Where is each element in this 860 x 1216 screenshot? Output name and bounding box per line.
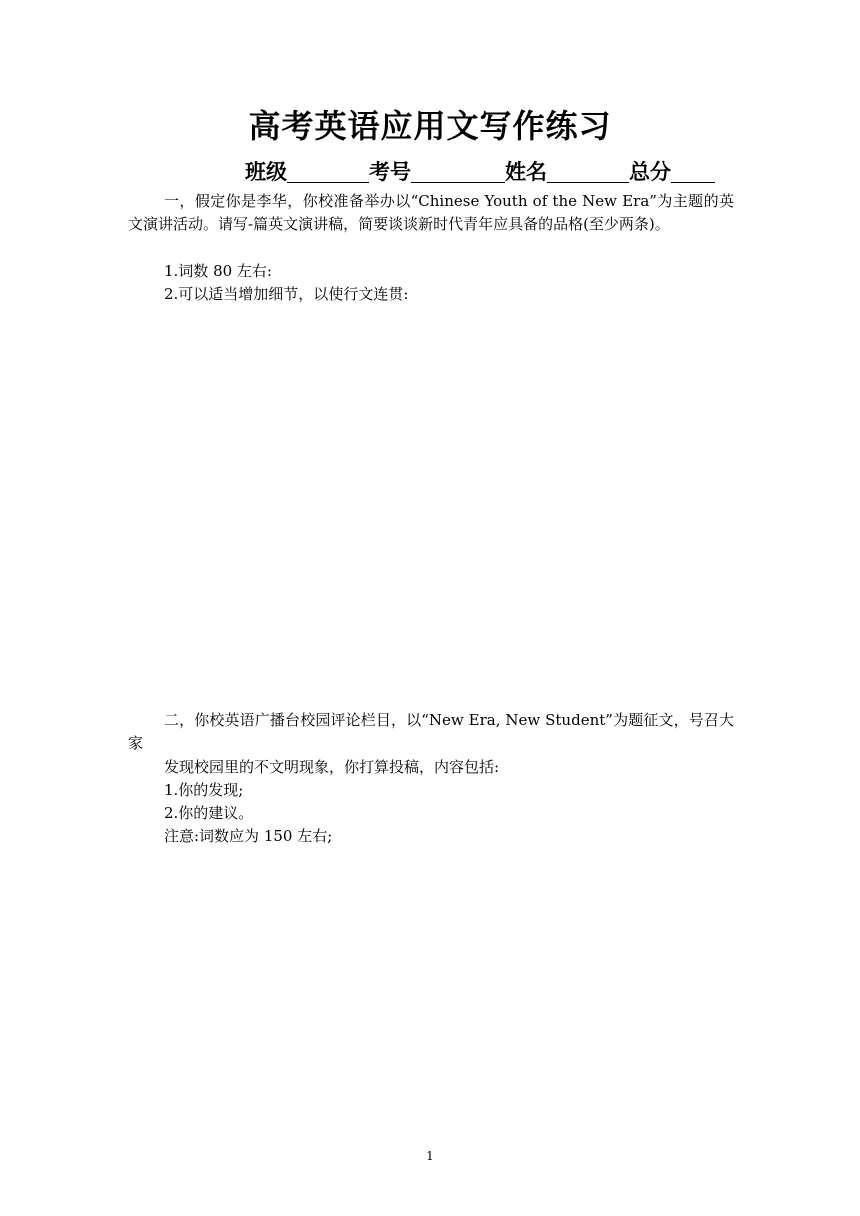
name-label: 姓名 — [505, 160, 547, 184]
score-blank — [671, 160, 715, 183]
student-info-line — [245, 157, 715, 187]
name-blank — [547, 160, 629, 183]
task2-note: 注意:词数应为 150 左右; — [164, 827, 333, 845]
score-label: 总分 — [629, 160, 671, 184]
class-label: 班级 — [245, 160, 287, 184]
task1-requirement-1: 1.词数 80 左右: — [164, 262, 272, 280]
task2-requirement-2: 2.你的建议。 — [164, 804, 254, 822]
task1-prompt: 一，假定你是李华，你校准备举办以“Chinese Youth of the New Era”为主题的英文演讲活动。请写-篇英文演讲稿，简要谈谈新时代青年应具备的品格(至少两条)。 — [128, 192, 734, 233]
page-title: 高考英语应用文写作练习 — [248, 107, 612, 145]
task2-requirement-1: 1.你的发现; — [164, 781, 244, 799]
exam-number-blank — [411, 160, 505, 183]
class-blank — [287, 160, 369, 183]
task2-prompt: 二，你校英语广播台校园评论栏目，以“New Era, New Student”为题征文，号召大家 — [128, 711, 734, 752]
task2-prompt-continued: 发现校园里的不文明现象，你打算投稿，内容包括: — [164, 758, 500, 776]
task1-requirement-2: 2.可以适当增加细节，以使行文连贯: — [164, 285, 409, 303]
exam-number-label: 考号 — [369, 160, 411, 184]
page-number: 1 — [426, 1149, 434, 1163]
